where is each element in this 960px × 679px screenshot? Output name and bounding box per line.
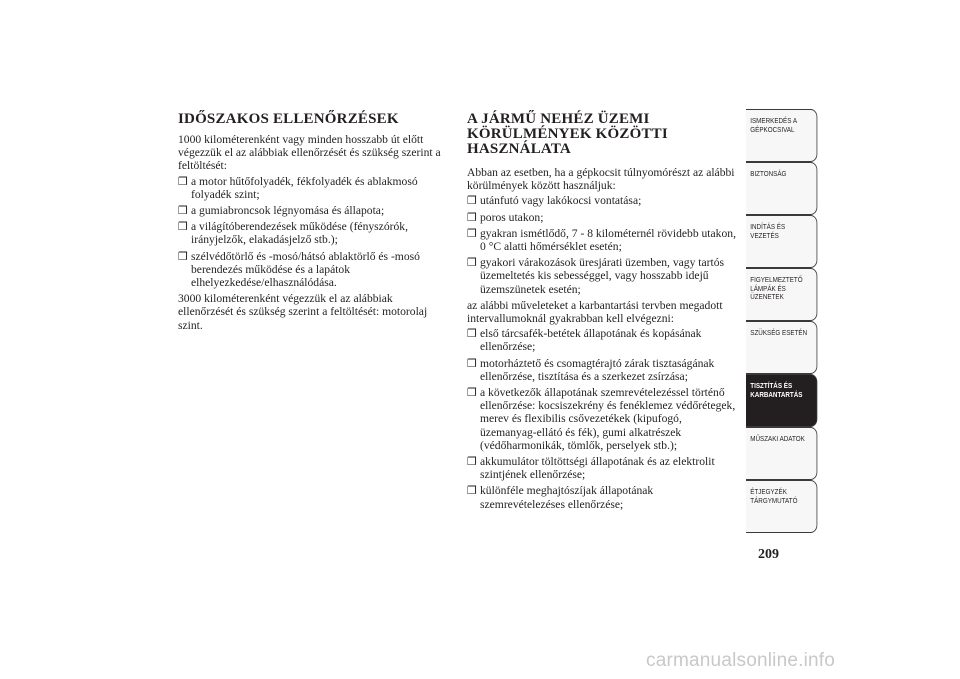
list-item-text: poros utakon; bbox=[480, 210, 544, 224]
list-item-text: első tárcsafék-betétek állapotának és kopásának ellenőrzése; bbox=[480, 327, 702, 354]
list-item-text: motorháztető és csomagtérajtó zárak tisztaságának ellenőrzése, tisztítása és a szerkezet zsírzása; bbox=[480, 356, 715, 383]
list-item bbox=[467, 194, 739, 207]
list-item-text: a gumiabroncsok légnyomása és állapota; bbox=[191, 204, 385, 218]
left-intro: 1000 kilométerenként vagy minden hosszabb út előtt végezzük el az alábbiak ellenőrzését és szükség szerint a feltöltését: bbox=[178, 133, 441, 173]
checkbox-bullet-icon: ❒ bbox=[178, 204, 188, 218]
left-column bbox=[178, 112, 450, 334]
checkbox-bullet-icon: ❒ bbox=[178, 174, 188, 188]
checkbox-bullet-icon: ❒ bbox=[467, 484, 477, 498]
chapter-tab-label: FIGYELMEZTETŐ bbox=[750, 275, 803, 284]
right-intro: Abban az esetben, ha a gépkocsit túlnyomórészt az alábbi körülmények között használjuk: bbox=[467, 166, 735, 193]
chapter-tab-label: VEZETÉS bbox=[750, 230, 779, 240]
watermark: carmanualsonline.info bbox=[646, 650, 836, 671]
list-item bbox=[467, 386, 739, 452]
list-item-text: a világítóberendezések működése (fényszórók, irányjelzők, elakadásjelző stb.); bbox=[191, 220, 408, 247]
checkbox-bullet-icon: ❒ bbox=[467, 256, 477, 270]
list-item bbox=[178, 175, 450, 201]
chapter-tabs bbox=[746, 109, 818, 533]
chapter-tab-label: TÁRGYMUTATÓ bbox=[750, 495, 798, 505]
chapter-tab-label: LÁMPÁK ÉS bbox=[750, 283, 786, 293]
chapter-tab[interactable] bbox=[746, 268, 817, 321]
right-column bbox=[467, 112, 739, 514]
list-item bbox=[178, 220, 450, 246]
list-item-text: akkumulátor töltöttségi állapotának és az elektrolit szintjének ellenőrzése; bbox=[480, 455, 715, 482]
list-item bbox=[467, 211, 739, 224]
right-middle: az alábbi műveleteket a karbantartási tervben megadott intervallumoknál gyakrabban kell elvégezni: bbox=[467, 298, 723, 326]
section-title-heavy-duty: A JÁRMŰ NEHÉZ ÜZEMI KÖRÜLMÉNYEK KÖZÖTTI HASZNÁLATA bbox=[467, 111, 668, 157]
list-item bbox=[467, 256, 739, 296]
chapter-tab[interactable] bbox=[746, 374, 817, 427]
page-number: 209 bbox=[758, 547, 779, 562]
list-item-text: szélvédőtörlő és -mosó/hátsó ablaktörlő és -mosó berendezés működése és a lapátok elhelyezkedése/elhasználódása. bbox=[191, 249, 420, 290]
chapter-tab[interactable] bbox=[746, 427, 817, 480]
list-item-text: a következők állapotának szemrevételezéssel történő ellenőrzése: kocsiszekrény és fenéklemez védőrétegek, merev és flexibilis csővezetékek (kipufogó, üzemanyag-ellátó és fék), gumi alkatrészek (védőharmonikák, tömlők, perselyek stb.); bbox=[480, 386, 736, 452]
conditions-list bbox=[467, 194, 739, 295]
chapter-tab-label: ISMERKEDÉS A bbox=[750, 116, 798, 125]
section-title-periodic-checks: IDŐSZAKOS ELLENŐRZÉSEK bbox=[178, 111, 399, 127]
chapter-tab-label: ÉTJEGYZÉK bbox=[750, 487, 787, 496]
list-item-text: a motor hűtőfolyadék, fékfolyadék és ablakmosó folyadék szint; bbox=[191, 174, 418, 201]
left-outro: 3000 kilométerenként végezzük el az alábbiak ellenőrzését és szükség szerint a feltöltését: motorolaj szint. bbox=[178, 292, 428, 332]
list-item bbox=[467, 357, 739, 383]
checkbox-bullet-icon: ❒ bbox=[467, 386, 477, 400]
chapter-tab-label: GÉPKOCSIVAL bbox=[750, 124, 795, 134]
chapter-tab[interactable] bbox=[746, 321, 817, 374]
operations-list bbox=[467, 327, 739, 511]
list-item bbox=[467, 455, 739, 481]
list-item bbox=[178, 250, 450, 290]
checkbox-bullet-icon: ❒ bbox=[178, 249, 188, 263]
chapter-tab[interactable] bbox=[746, 480, 817, 533]
chapter-tab-label: SZÜKSÉG ESETÉN bbox=[750, 328, 808, 337]
chapter-tab[interactable] bbox=[746, 109, 817, 162]
checkbox-bullet-icon: ❒ bbox=[467, 226, 477, 240]
list-item bbox=[467, 327, 739, 353]
chapter-tab-label: MŰSZAKI ADATOK bbox=[750, 434, 805, 443]
chapter-tab[interactable] bbox=[746, 162, 817, 215]
list-item bbox=[467, 227, 739, 253]
list-item-text: utánfutó vagy lakókocsi vontatása; bbox=[480, 194, 642, 208]
periodic-checks-list bbox=[178, 175, 450, 290]
chapter-tab-label: TISZTÍTÁS ÉS bbox=[750, 381, 793, 390]
checkbox-bullet-icon: ❒ bbox=[467, 455, 477, 469]
checkbox-bullet-icon: ❒ bbox=[467, 327, 477, 341]
chapter-tab[interactable] bbox=[746, 215, 817, 268]
checkbox-bullet-icon: ❒ bbox=[467, 356, 477, 370]
chapter-tab-label: KARBANTARTÁS bbox=[750, 389, 803, 399]
checkbox-bullet-icon: ❒ bbox=[467, 210, 477, 224]
list-item-text: gyakori várakozások üresjárati üzemben, vagy tartós üzemeltetés kis sebességgel, vagy hosszabb idejű üzemszünetek esetén; bbox=[480, 256, 725, 296]
chapter-tab-label: BIZTONSÁG bbox=[750, 169, 787, 178]
chapter-tab-label: ÜZENETEK bbox=[750, 292, 784, 302]
checkbox-bullet-icon: ❒ bbox=[178, 220, 188, 234]
checkbox-bullet-icon: ❒ bbox=[467, 194, 477, 208]
list-item bbox=[467, 484, 739, 510]
chapter-tab-label: INDÍTÁS ÉS bbox=[750, 222, 786, 231]
list-item bbox=[178, 204, 450, 217]
list-item-text: különféle meghajtószíjak állapotának szemrevételezéses ellenőrzése; bbox=[480, 484, 654, 511]
list-item-text: gyakran ismétlődő, 7 - 8 kilométernél rövidebb utakon, 0 °C alatti hőmérséklet esetén; bbox=[480, 226, 736, 254]
